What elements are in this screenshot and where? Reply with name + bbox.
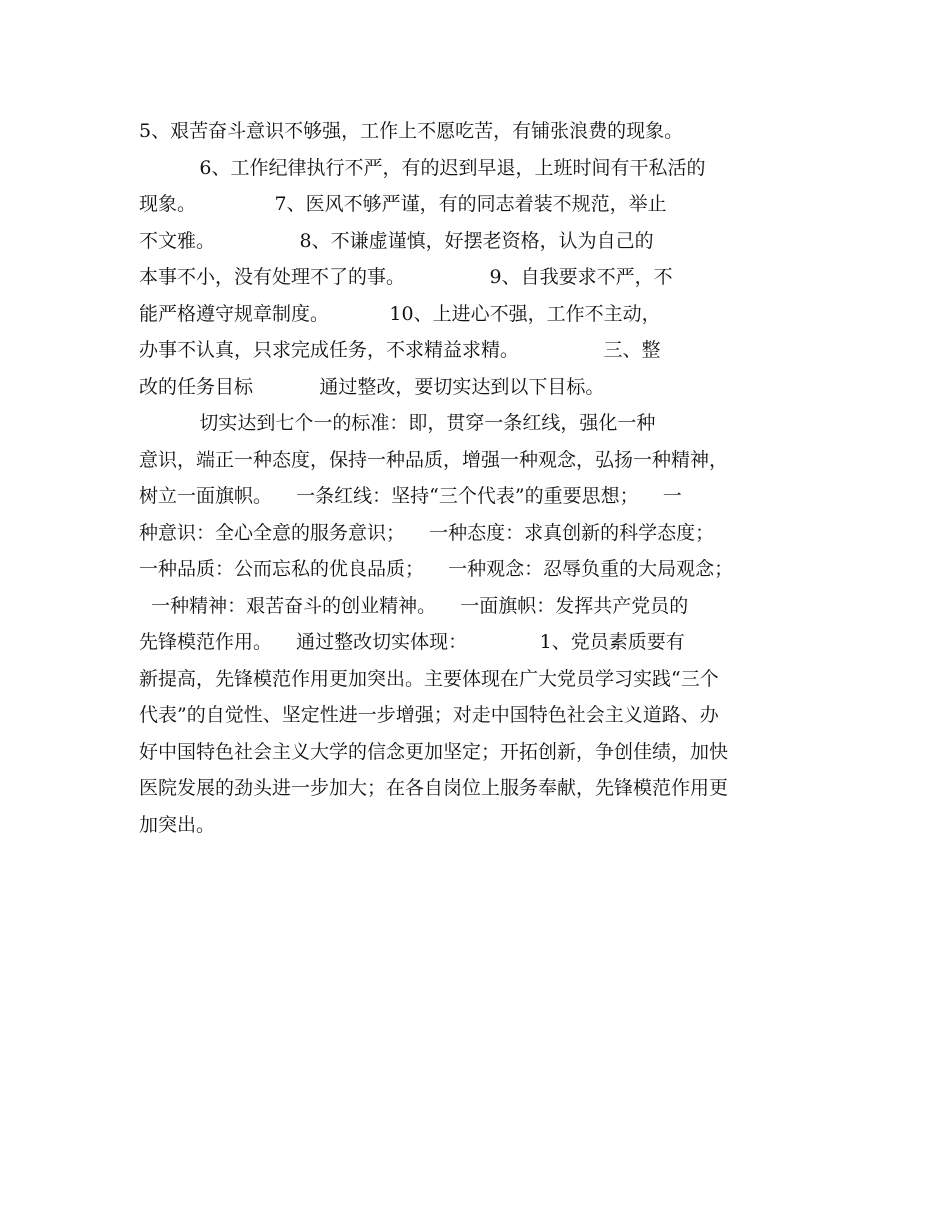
- text-line: 新提高，先锋模范作用更加突出。主要体现在广大党员学习实践“三个: [139, 667, 719, 690]
- document-body: [139, 113, 815, 843]
- text-line: 意识，端正一种态度，保持一种品质，增强一种观念，弘扬一种精神，: [139, 448, 729, 471]
- text-line: 6、工作纪律执行不严，有的迟到早退，上班时间有干私活的: [139, 156, 706, 179]
- text-line: 不文雅。 8、不谦虚谨慎，好摆老资格，认为自己的: [139, 229, 654, 252]
- text-line: 一种品质：公而忘私的优良品质； 一种观念：忍辱负重的大局观念；: [139, 558, 734, 580]
- text-line: 本事不小，没有处理不了的事。 9、自我要求不严，不: [139, 266, 673, 288]
- text-line: 办事不认真，只求完成任务，不求精益求精。 三、整: [139, 339, 661, 361]
- text-line: 现象。 7、医风不够严谨，有的同志着装不规范，举止: [139, 193, 667, 215]
- text-line: 切实达到七个一的标准：即，贯穿一条红线，强化一种: [139, 412, 656, 434]
- text-line: 医院发展的劲头进一步加大；在各自岗位上服务奉献，先锋模范作用更: [139, 777, 729, 799]
- text-line: 代表”的自觉性、坚定性进一步增强；对走中国特色社会主义道路、办: [139, 704, 719, 726]
- text-line: 好中国特色社会主义大学的信念更加坚定；开拓创新，争创佳绩，加快: [139, 740, 729, 763]
- text-line: 种意识：全心全意的服务意识； 一种态度：求真创新的科学态度；: [139, 521, 715, 544]
- text-line: 加突出。: [139, 813, 216, 836]
- text-line: 能严格遵守规章制度。 10、上进心不强，工作不主动，: [139, 302, 661, 325]
- text-line: 先锋模范作用。 通过整改切实体现： 1、党员素质要有: [139, 631, 685, 653]
- text-line: 改的任务目标 通过整改，要切实达到以下目标。: [139, 375, 605, 398]
- text-line: 一种精神：艰苦奋斗的创业精神。 一面旗帜：发挥共产党员的: [139, 594, 689, 617]
- text-line: 5、艰苦奋斗意识不够强，工作上不愿吃苦，有铺张浪费的现象。: [139, 120, 684, 142]
- text-line: 树立一面旗帜。 一条红线：坚持“三个代表”的重要思想； 一: [139, 485, 682, 507]
